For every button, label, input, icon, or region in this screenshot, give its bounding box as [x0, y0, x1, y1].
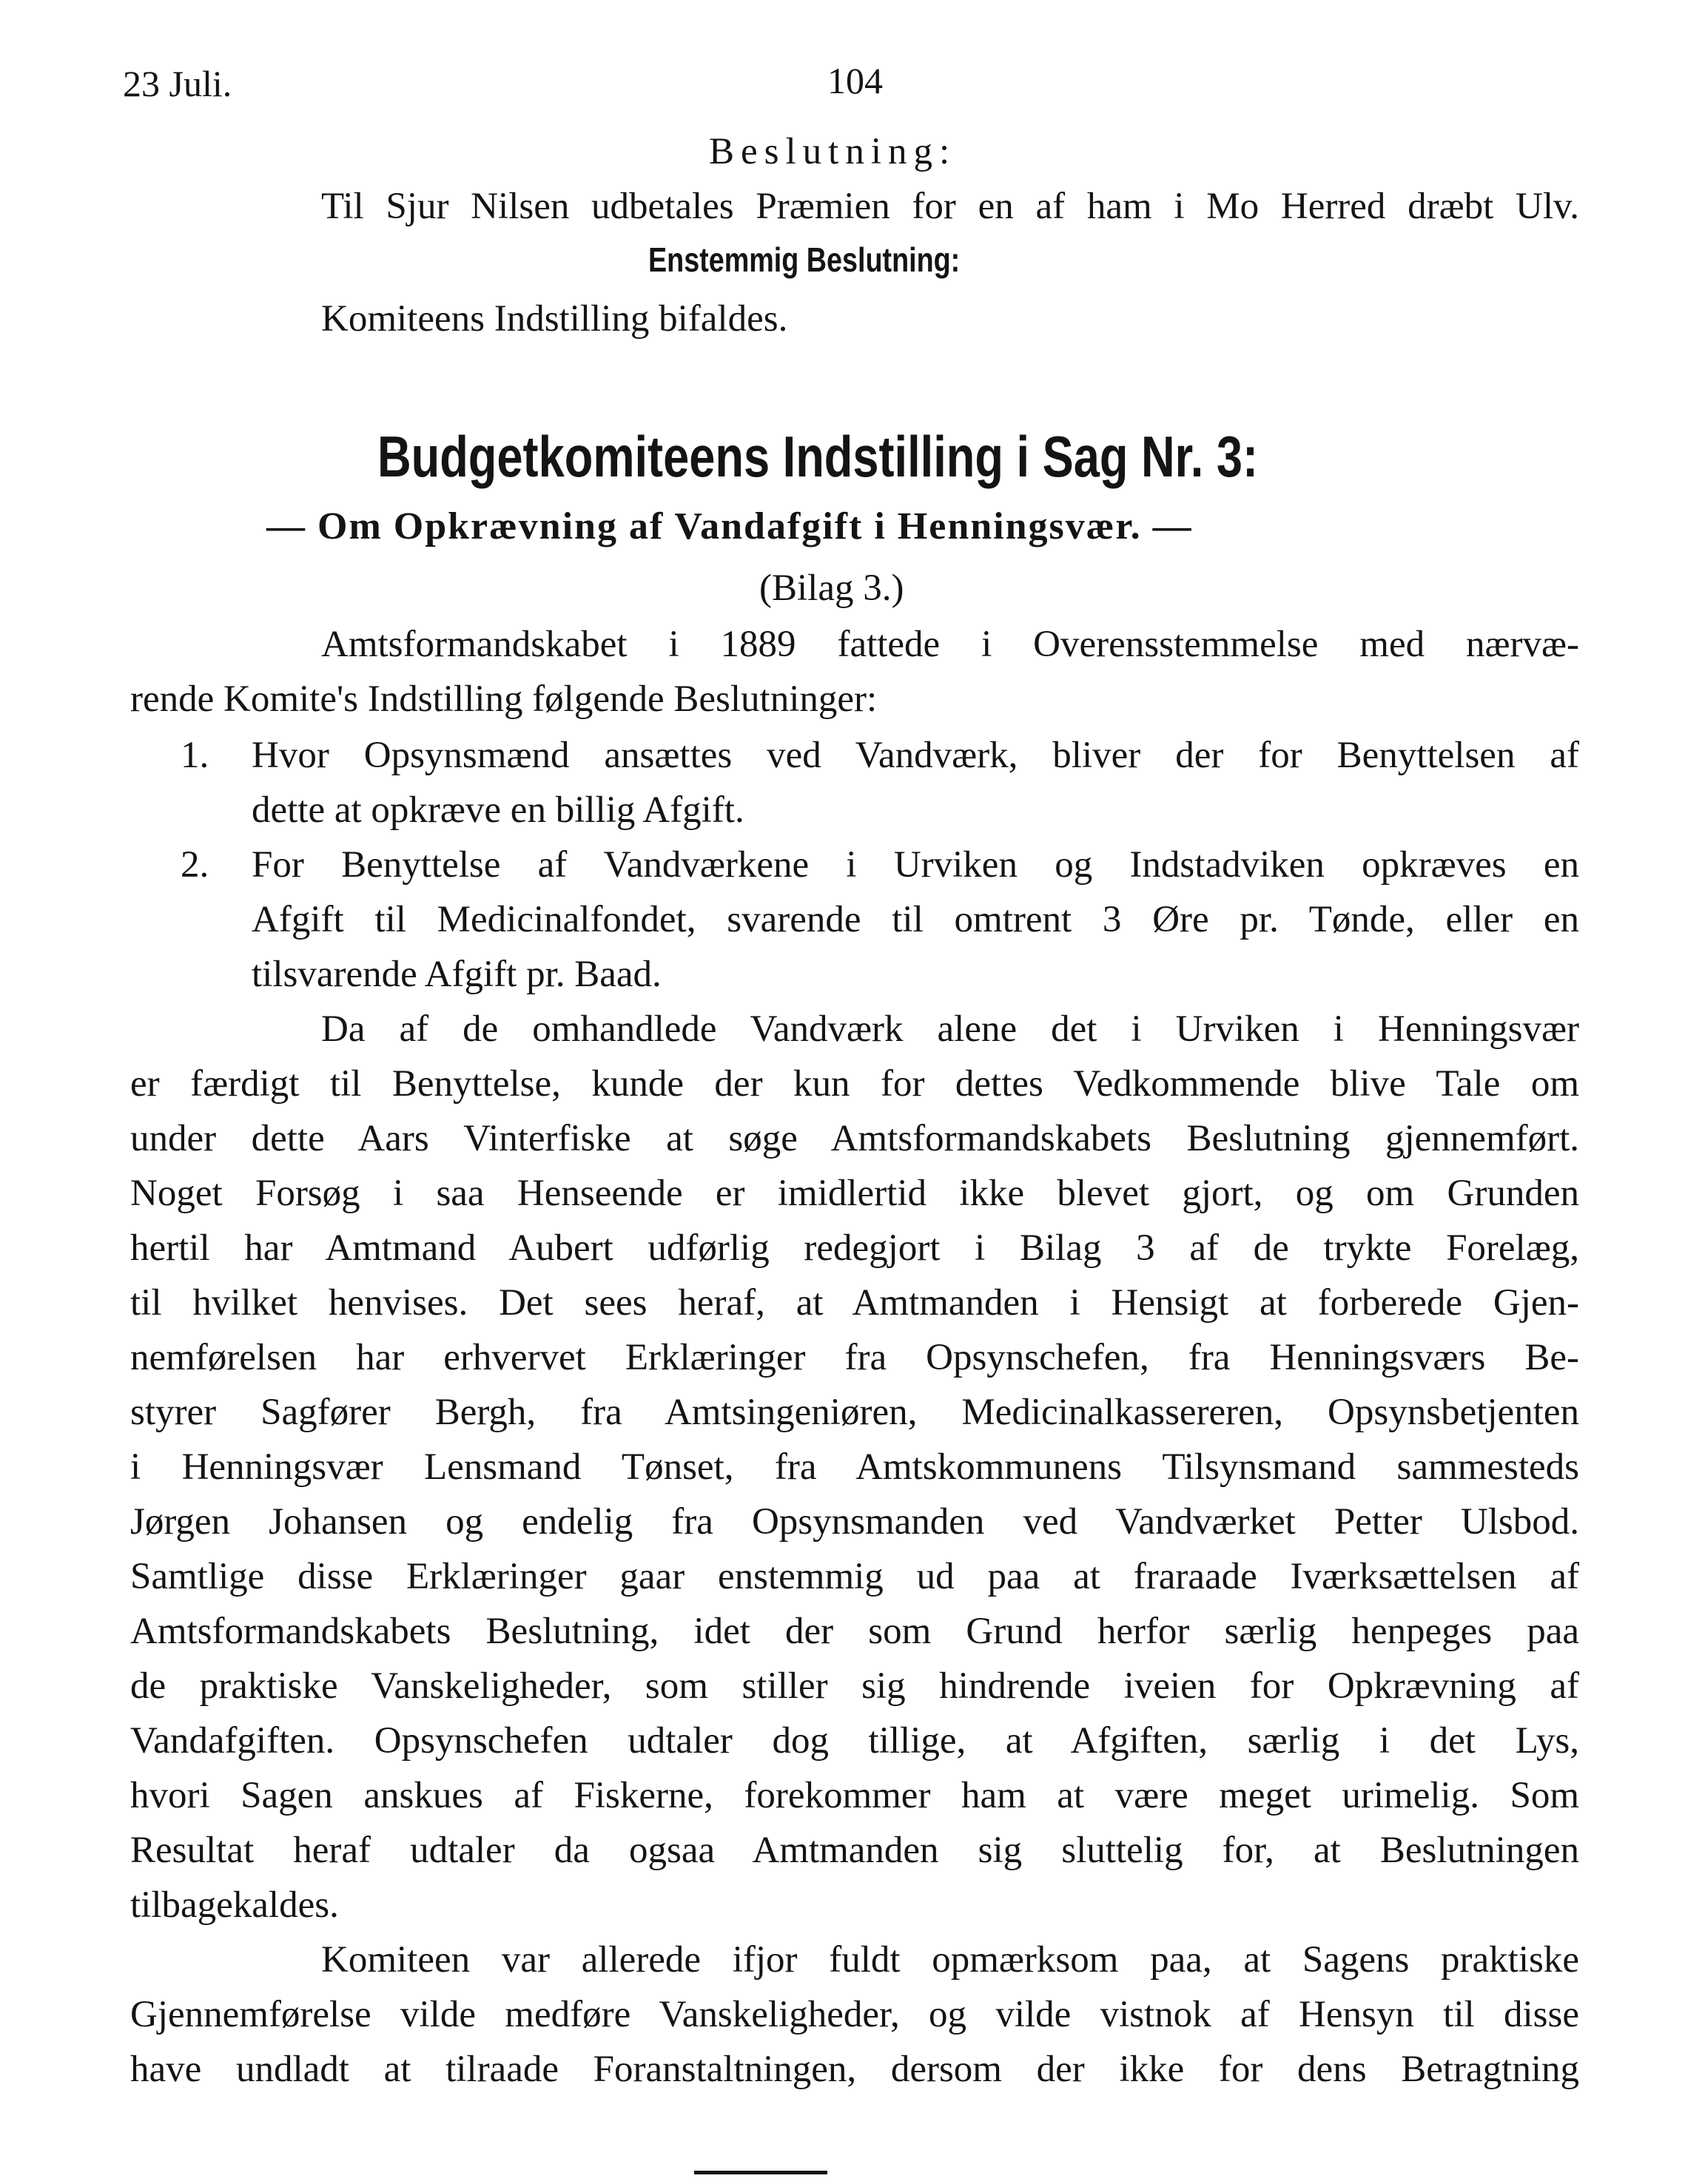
paragraph-line: Komiteen var allerede ifjor fuldt opmærksom paa, at Sagens praktiske: [321, 1939, 1579, 1981]
paragraph-line: i Henningsvær Lensmand Tønset, fra Amtskommunens Tilsynsmand sammesteds: [130, 1446, 1579, 1488]
paragraph-line: styrer Sagfører Bergh, fra Amtsingeniøren, Medicinalkassereren, Opsynsbetjenten: [130, 1392, 1579, 1433]
paragraph-line: Samtlige disse Erklæringer gaar enstemmig ud paa at fraraade Iværksættelsen af: [130, 1556, 1579, 1597]
intro-line: Amtsformandskabet i 1889 fattede i Overensstemmelse med nærvæ-: [321, 624, 1579, 665]
paragraph-line: Resultat heraf udtaler da ogsaa Amtmanden sig sluttelig for, at Beslutningen: [130, 1830, 1579, 1871]
intro-line: rende Komite's Indstilling følgende Beslutninger:: [130, 678, 878, 720]
section-subtitle: — Om Opkrævning af Vandafgift i Henningsvær. —: [266, 505, 1193, 547]
paragraph-line: Da af de omhandlede Vandværk alene det i Urviken i Henningsvær: [321, 1008, 1579, 1050]
unanimous-decision-heading: Enstemmig Beslutning:: [648, 240, 961, 279]
item-line: Afgift til Medicinalfondet, svarende til omtrent 3 Øre pr. Tønde, eller en: [252, 899, 1579, 940]
item-line: tilsvarende Afgift pr. Baad.: [252, 954, 662, 995]
paragraph-line: de praktiske Vanskeligheder, som stiller sig hindrende iveien for Opkrævning af: [130, 1665, 1579, 1707]
item-line: For Benyttelse af Vandværkene i Urviken og Indstadviken opkræves en: [252, 844, 1579, 886]
annex-reference: (Bilag 3.): [759, 567, 904, 609]
item-number: 2.: [181, 844, 209, 886]
paragraph-line: have undladt at tilraade Foranstaltningen, dersom der ikke for dens Betragtning: [130, 2049, 1579, 2090]
paragraph-line: nemførelsen har erhvervet Erklæringer fra Opsynschefen, fra Henningsværs Be-: [130, 1337, 1579, 1378]
paragraph-line: hertil har Amtmand Aubert udførlig redegjort i Bilag 3 af de trykte Forelæg,: [130, 1227, 1579, 1269]
paragraph-line: tilbagekaldes.: [130, 1884, 339, 1926]
paragraph-line: Amtsformandskabets Beslutning, idet der som Grund herfor særlig henpeges paa: [130, 1611, 1579, 1652]
paragraph-line: hvori Sagen anskues af Fiskerne, forekommer ham at være meget urimelig. Som: [130, 1775, 1579, 1816]
paragraph-line: Vandafgiften. Opsynschefen udtaler dog tillige, at Afgiften, særlig i det Lys,: [130, 1720, 1579, 1762]
paragraph-line: Jørgen Johansen og endelig fra Opsynsmanden ved Vandværket Petter Ulsbod.: [130, 1501, 1579, 1543]
page-number: 104: [827, 60, 883, 101]
footer-rule: [694, 2171, 827, 2174]
paragraph-line: under dette Aars Vinterfiske at søge Amtsformandskabets Beslutning gjennemført.: [130, 1118, 1579, 1159]
decision-heading: Beslutning:: [709, 131, 957, 172]
paragraph-line: Gjennemførelse vilde medføre Vanskeligheder, og vilde vistnok af Hensyn til disse: [130, 1994, 1579, 2035]
paragraph-line: til hvilket henvises. Det sees heraf, at Amtmanden i Hensigt at forberede Gjen-: [130, 1282, 1579, 1324]
decision-text: Til Sjur Nilsen udbetales Præmien for en af ham i Mo Herred dræbt Ulv.: [321, 186, 1579, 227]
section-title: Budgetkomiteens Indstilling i Sag Nr. 3:: [377, 424, 1259, 489]
item-number: 1.: [181, 735, 209, 776]
item-line: Hvor Opsynsmænd ansættes ved Vandværk, bliver der for Benyttelsen af: [252, 735, 1579, 776]
paragraph-line: Noget Forsøg i saa Henseende er imidlertid ikke blevet gjort, og om Grunden: [130, 1173, 1579, 1214]
decision-text-2: Komiteens Indstilling bifaldes.: [321, 298, 788, 340]
paragraph-line: er færdigt til Benyttelse, kunde der kun for dettes Vedkommende blive Tale om: [130, 1063, 1579, 1105]
header-date: 23 Juli.: [123, 63, 232, 104]
item-line: dette at opkræve en billig Afgift.: [252, 789, 744, 831]
